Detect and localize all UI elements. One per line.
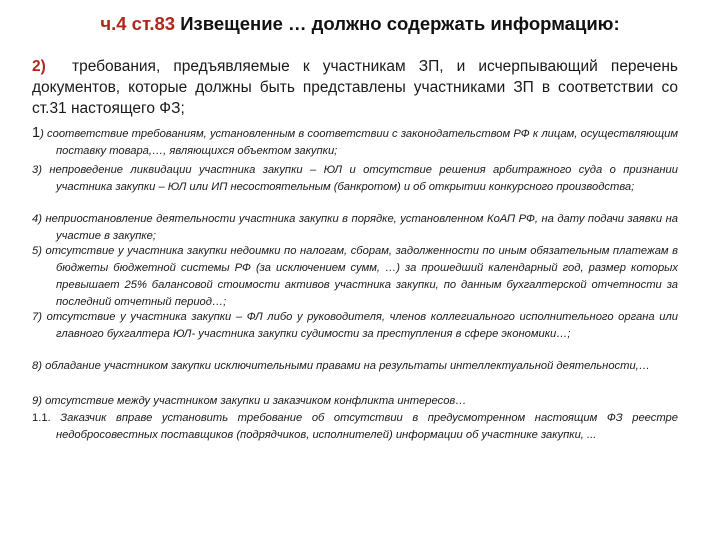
item-text: отсутствие у участника закупки недоимки по налогам, сборам, задолженности по иным обязательным платежам в бюджеты бюджетной системы РФ (за исключением сумм, …) за прошедший календарный год, размер которых превышает 25% балансовой стоимости активов участника закупки, по данным бухгалтерской отчетности за последний отчетный период…; — [45, 245, 679, 308]
item-number: 1 — [32, 125, 41, 141]
requirement-text: требования, предъявляемые к участникам ЗП, и исчерпывающий перечень документов, которые должны быть представлены участниками ЗП в соответствии со ст.31 настоящего ФЗ; — [32, 58, 678, 117]
list-item-9 — [32, 393, 678, 410]
item-text: отсутствие между участником закупки и заказчиком конфликта интересов… — [45, 395, 467, 407]
item-text: Заказчик вправе установить требование об отсутствии в предусмотренном настоящим ФЗ реестре недобросовестных поставщиков (подрядчиков, исполнителей) информации об участнике закупки, ... — [56, 412, 678, 441]
list-item-1 — [32, 125, 678, 160]
item-number: 8) — [32, 360, 42, 372]
item-text: отсутствие у участника закупки – ФЛ либо у руководителя, членов коллегиального исполнительного органа или главного бухгалтера ЮЛ- участника закупки судимости за преступления в сфере экономики…; — [46, 311, 679, 340]
item-text: непроведение ликвидации участника закупки – ЮЛ и отсутствие решения арбитражного суда о признании участника закупки – ЮЛ или ИП несостоятельным (банкротом) и об открытии конкурсного производства; — [49, 164, 679, 193]
item-number: 7) — [32, 311, 42, 323]
list-item-7 — [32, 309, 678, 343]
item-number: 3) — [32, 164, 42, 176]
list-item-4 — [32, 211, 678, 245]
item-text: неприостановление деятельности участника закупки в порядке, установленном КоАП РФ, на дату подачи заявки на участие в закупке; — [45, 213, 678, 242]
list-item-8 — [32, 358, 678, 375]
item-number: 9) — [32, 395, 42, 407]
title-text: Извещение … должно содержать информацию: — [180, 13, 620, 34]
item-text: обладание участником закупки исключительными правами на результаты интеллектуальной деятельности,… — [45, 360, 650, 372]
item-number: 1.1. — [32, 412, 51, 424]
list-item-5 — [32, 243, 678, 311]
item-number: 5) — [32, 245, 42, 257]
title-reference: ч.4 ст.83 — [100, 13, 176, 34]
list-item-3 — [32, 162, 678, 196]
requirement-number: 2) — [32, 58, 46, 75]
list-item-1-1 — [32, 410, 678, 444]
requirement-paragraph — [32, 56, 678, 119]
slide-title — [0, 13, 720, 35]
item-text: ) соответствие требованиям, установленным в соответствии с законодательством РФ к лицам, осуществляющим поставку товара,…, являющихся объектом закупки; — [40, 128, 678, 157]
item-number: 4) — [32, 213, 42, 225]
